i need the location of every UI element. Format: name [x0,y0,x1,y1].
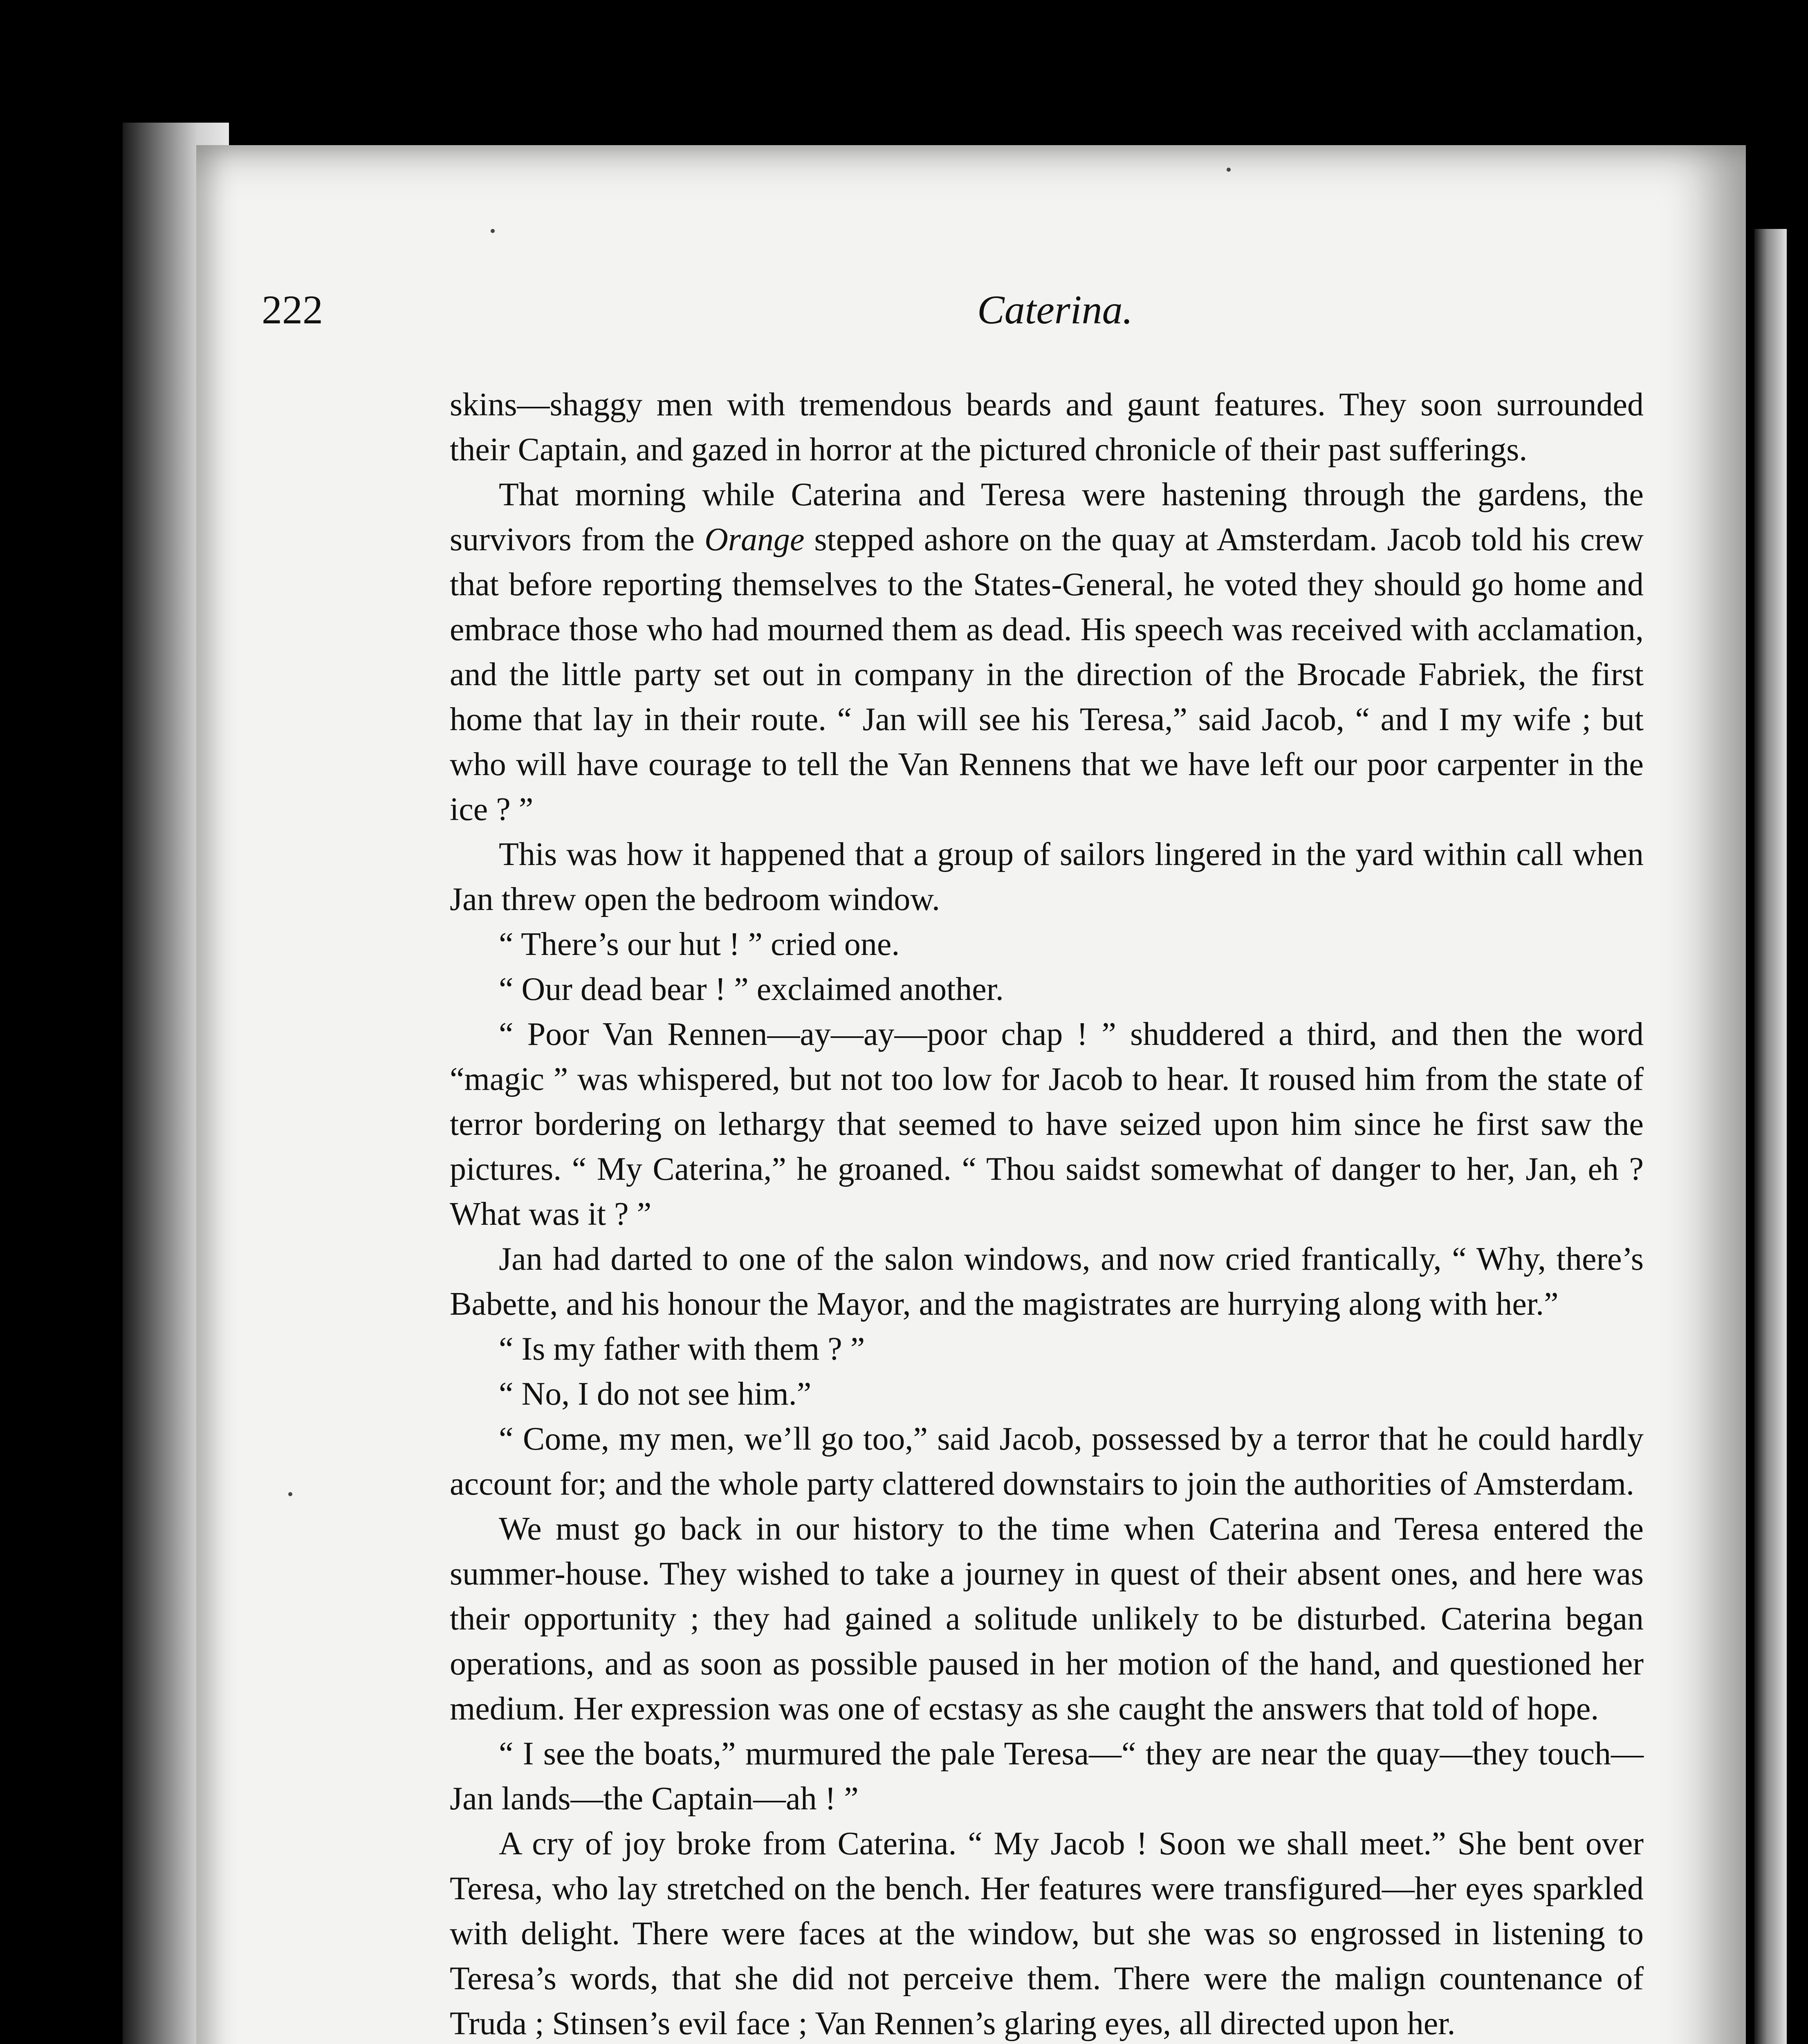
running-title: Caterina. [977,287,1133,332]
paragraph: Jan had darted to one of the salon windows, and now cried frantically, “ Why, there’s Babette, and his honour the Mayor, and the magistrates are hurrying along with her.” [450,1241,1644,1322]
speck [288,1492,292,1496]
paragraph: That morning while Caterina and Teresa were hastening through the gardens, the survivors from the Orange stepped ashore on the quay at Amsterdam. Jacob told his crew that before reporting themselves to the States-General, he voted they should go home and embrace those who had mourned them as dead. His speech was received with acclamation, and the little party set out in company in the direction of the Brocade Fabriek, the first home that lay in their route. “ Jan will see his Teresa,” said Jacob, “ and I my wife ; but who will have courage to tell the Van Rennens that we have left our poor carpenter in the ice ? ” [450,477,1644,827]
paragraph: A cry of joy broke from Caterina. “ My Jacob ! Soon we shall meet.” She bent over Teresa, who lay stretched on the bench. Her features were transfigured—her eyes sparkled with delight. There were faces at the window, but she was so engrossed in listening to Teresa’s words, that she did not perceive them. There were the malign countenance of Truda ; Stinsen’s evil face ; Van Rennen’s glaring eyes, all directed upon her. [450,1826,1644,2042]
paragraph: “ Is my father with them ? ” [499,1331,865,1367]
facing-page-edge [1754,229,1787,2044]
paragraph: We must go back in our history to the time when Caterina and Teresa entered the summer-house. They wished to take a journey in quest of their absent ones, and here was their opportunity ; they had gained a solitude unlikely to be disturbed. Caterina began operations, and as soon as possible paused in her motion of the hand, and questioned her medium. Her expression was one of ecstasy as she caught the answers that told of hope. [450,1511,1644,1727]
paragraph: skins—shaggy men with tremendous beards and gaunt features. They soon surrounded their Captain, and gazed in horror at the pictured chronicle of their past sufferings. [450,387,1644,468]
paragraph: This was how it happened that a group of sailors lingered in the yard within call when Jan threw open the bedroom window. [450,836,1644,917]
speck [1227,168,1231,172]
paragraph: “ There’s our hut ! ” cried one. [499,926,900,962]
speck [491,229,495,233]
paragraph: “ No, I do not see him.” [499,1376,812,1412]
page-header [262,286,1660,343]
ship-name: Orange [704,522,805,558]
body-text [450,382,1644,2044]
paragraph: “ I see the boats,” murmured the pale Teresa—“ they are near the quay—they touch—Jan lands—the Captain—ah ! ” [450,1736,1644,1817]
paragraph: “ Poor Van Rennen—ay—ay—poor chap ! ” shuddered a third, and then the word “magic ” was whispered, but not too low for Jacob to hear. It roused him from the state of terror bordering on lethargy that seemed to have seized upon him since he first saw the pictures. “ My Caterina,” he groaned. “ Thou saidst somewhat of danger to her, Jan, eh ? What was it ? ” [450,1016,1644,1232]
page-number: 222 [262,287,323,332]
paragraph: “ Our dead bear ! ” exclaimed another. [499,971,1004,1007]
paragraph: “ Come, my men, we’ll go too,” said Jacob, possessed by a terror that he could hardly account for; and the whole party clattered downstairs to join the authorities of Amsterdam. [450,1421,1644,1502]
